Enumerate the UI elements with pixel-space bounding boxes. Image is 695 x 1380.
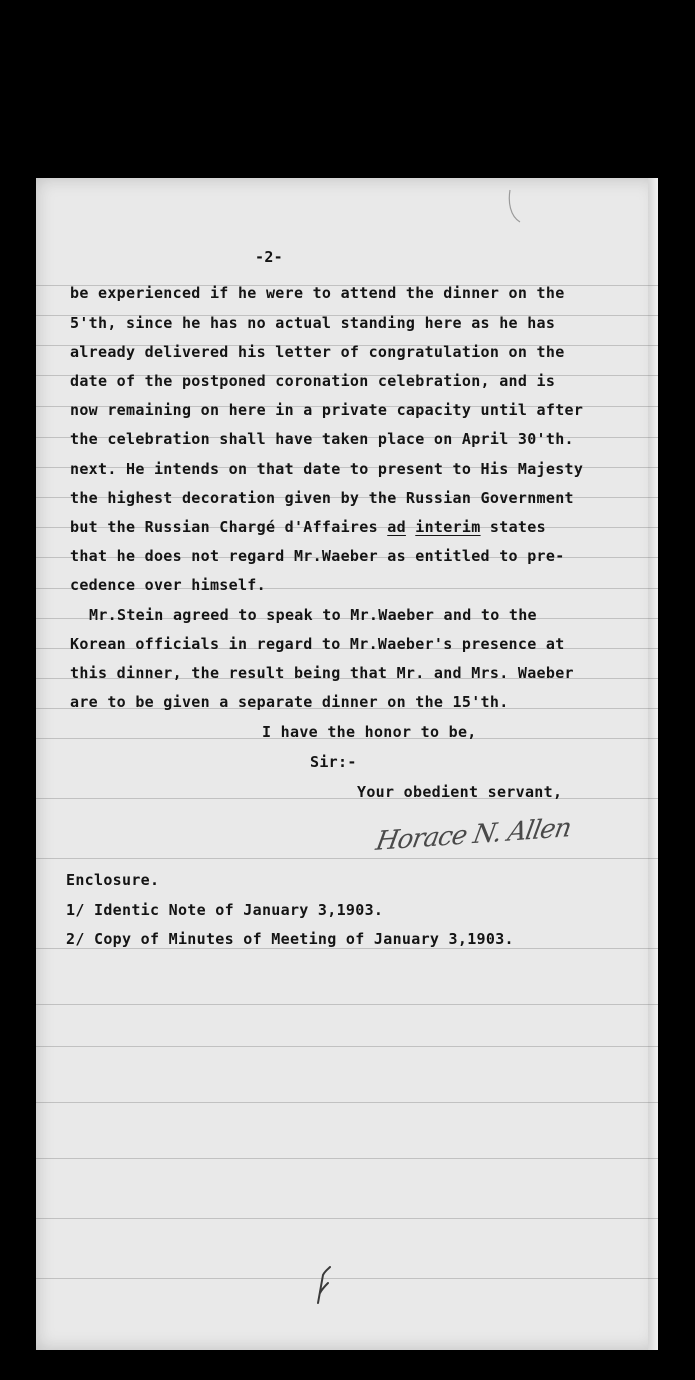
body-line: 5'th, since he has no actual standing here as he has <box>70 314 556 332</box>
body-line: next. He intends on that date to present to His Majesty <box>70 460 584 478</box>
body-line: be experienced if he were to attend the dinner on the <box>70 284 565 302</box>
ruled-line <box>36 1046 658 1047</box>
ruled-line <box>36 1004 658 1005</box>
ruled-line <box>36 798 658 799</box>
ruled-line <box>36 858 658 859</box>
enclosure-heading: Enclosure. <box>66 871 160 889</box>
ruled-line <box>36 1278 658 1279</box>
body-line: now remaining on here in a private capacity until after <box>70 401 584 419</box>
handwritten-signature: Horace N. Allen <box>373 812 574 858</box>
enclosure-item: 2/ Copy of Minutes of Meeting of January 3,1903. <box>66 930 514 948</box>
body-line: the highest decoration given by the Russian Government <box>70 489 574 507</box>
underlined-term: interim <box>415 518 481 536</box>
body-line <box>70 518 546 536</box>
body-line: this dinner, the result being that Mr. and Mrs. Waeber <box>70 664 574 682</box>
page-number: -2- <box>255 248 283 266</box>
body-line: date of the postponed coronation celebration, and is <box>70 372 556 390</box>
body-line: Mr.Stein agreed to speak to Mr.Waeber and to the <box>61 606 537 624</box>
body-line: are to be given a separate dinner on the 15'th. <box>70 693 509 711</box>
body-line: the celebration shall have taken place on April 30'th. <box>70 430 574 448</box>
ruled-line <box>36 1102 658 1103</box>
document-page <box>36 178 658 1350</box>
ruled-line <box>36 1218 658 1219</box>
closing-servant: Your obedient servant, <box>357 783 563 801</box>
text-segment <box>406 518 415 536</box>
ruled-line <box>36 1158 658 1159</box>
pencil-mark <box>306 1263 336 1308</box>
underlined-term: ad <box>387 518 406 536</box>
body-line: that he does not regard Mr.Waeber as entitled to pre- <box>70 547 565 565</box>
body-line: Korean officials in regard to Mr.Waeber's presence at <box>70 635 565 653</box>
body-line: already delivered his letter of congratulation on the <box>70 343 565 361</box>
closing-salutation: Sir:- <box>310 753 357 771</box>
ruled-line <box>36 948 658 949</box>
text-segment: states <box>480 518 546 536</box>
pencil-tick-mark <box>506 188 526 228</box>
body-line: cedence over himself. <box>70 576 266 594</box>
closing-honor: I have the honor to be, <box>262 723 477 741</box>
enclosure-item: 1/ Identic Note of January 3,1903. <box>66 901 384 919</box>
text-segment: but the Russian Chargé d'Affaires <box>70 518 388 536</box>
page-edge <box>648 178 658 1350</box>
